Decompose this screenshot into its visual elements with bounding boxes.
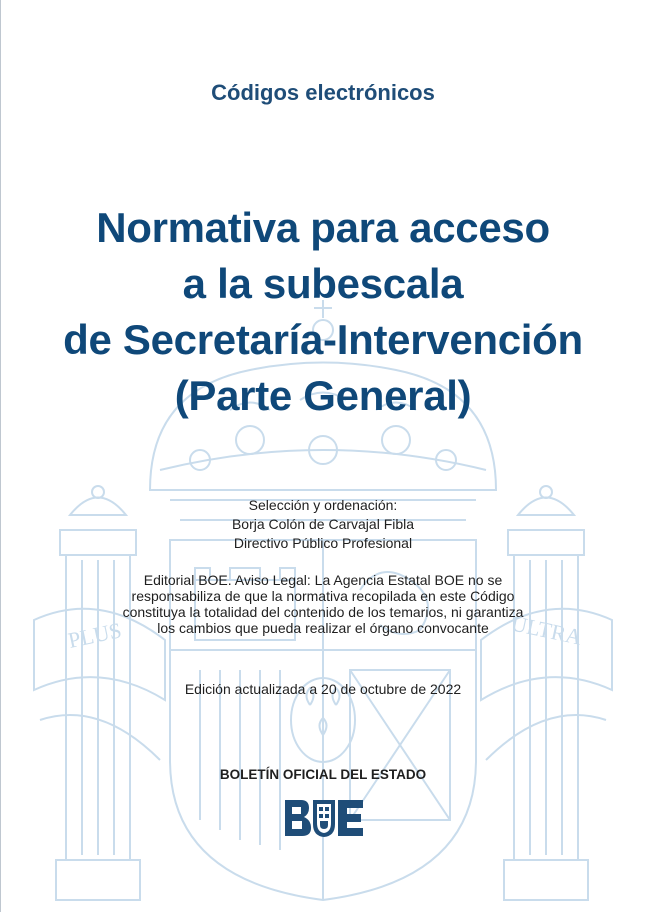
legal-line: responsabiliza de que la normativa recopilada en este Código	[131, 588, 515, 604]
motto-right-watermark: ULTRA	[508, 610, 584, 650]
credits-heading: Selección y ordenación:	[248, 497, 398, 513]
publisher-name: BOLETÍN OFICIAL DEL ESTADO	[219, 767, 427, 782]
credits-role: Directivo Público Profesional	[233, 535, 413, 551]
boe-logo-text: BOE	[324, 836, 327, 837]
edition-date: Edición actualizada a 20 de octubre de 2022	[184, 681, 462, 697]
legal-line: constituya la totalidad del contenido de los temarios, ni garantiza	[122, 604, 524, 620]
title-line: Normativa para acceso	[96, 204, 550, 251]
title-line: (Parte General)	[174, 372, 472, 419]
boe-logo	[283, 798, 365, 838]
title-line: a la subescala	[182, 260, 464, 307]
legal-line: Editorial BOE. Aviso Legal: La Agencia Estatal BOE no se	[143, 572, 503, 588]
main-title	[10, 200, 636, 424]
motto-left-watermark: PLUS	[65, 617, 124, 653]
legal-line: los cambios que pueda realizar el órgano convocante	[157, 620, 489, 636]
legal-notice	[40, 572, 606, 636]
title-line: de Secretaría-Intervención	[63, 316, 583, 363]
credits-author: Borja Colón de Carvajal Fibla	[231, 516, 415, 532]
credits	[0, 496, 646, 553]
series-title: Códigos electrónicos	[211, 80, 435, 105]
